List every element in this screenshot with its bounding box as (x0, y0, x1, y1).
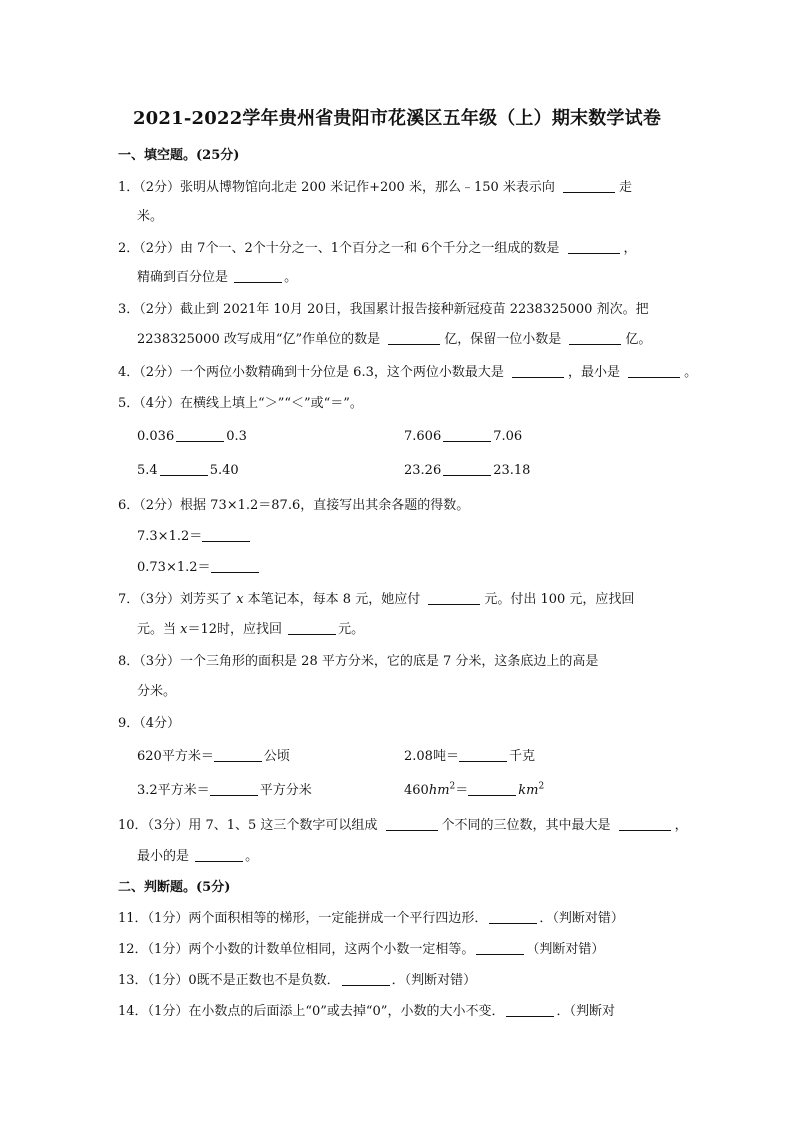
question-6: 6．（2分）根据 73×1.2＝87.6，直接写出其余各题的得数。 (118, 498, 470, 513)
question-8: 8．（3分）一个三角形的面积是 28 平方分米，它的底是 7 分米，这条底边上的高是 (118, 654, 599, 669)
answer-blank[interactable] (214, 749, 262, 762)
q5-row1-right: 7.606 7.06 (404, 429, 523, 444)
answer-blank[interactable] (628, 365, 680, 378)
question-3: 3．（2分）截止到 2021年 10月 20日，我国累计报告接种新冠疫苗 2238325000 剂次。把 (118, 302, 649, 317)
answer-blank[interactable] (468, 783, 516, 796)
answer-blank[interactable] (210, 783, 258, 796)
question-1: 1．（2分）张明从博物馆向北走 200 米记作+200 米，那么﹣150 米表示向 走 (118, 180, 633, 195)
question-13: 13．（1分）0既不是正数也不是负数． ．（判断对错） (118, 973, 477, 988)
answer-blank[interactable] (563, 180, 615, 193)
question-7-cont: 元。当 x＝12时，应找回 元。 (137, 622, 365, 637)
question-9: 9．（4分） (118, 716, 181, 731)
q5-row2-right: 23.26 23.18 (404, 463, 531, 478)
answer-blank[interactable] (288, 622, 336, 635)
section-fill-in: 一、填空题。(25分) (118, 148, 240, 163)
answer-blank[interactable] (195, 849, 243, 862)
answer-blank[interactable] (176, 429, 224, 442)
answer-blank[interactable] (619, 818, 671, 831)
question-2: 2．（2分）由 7个一、2个十分之一、1个百分之一和 6个千分之一组成的数是 ， (118, 241, 637, 256)
answer-blank[interactable] (386, 818, 438, 831)
answer-blank[interactable] (211, 560, 259, 573)
answer-blank[interactable] (342, 973, 390, 986)
answer-blank[interactable] (388, 332, 440, 345)
q5-row1-left: 0.036 0.3 (137, 429, 247, 444)
question-10-cont: 最小的是 。 (137, 849, 259, 864)
answer-blank[interactable] (443, 429, 491, 442)
question-5: 5．（4分）在横线上填上“＞”“＜”或“＝”。 (118, 396, 363, 411)
answer-blank[interactable] (459, 749, 507, 762)
question-3-cont: 2238325000 改写成用“亿”作单位的数是 亿，保留一位小数是 亿。 (137, 332, 652, 347)
question-10: 10．（3分）用 7、1、5 这三个数字可以组成 个不同的三位数，其中最大是 ， (118, 818, 688, 833)
question-12: 12．（1分）两个小数的计数单位相同，这两个小数一定相等。 （判断对错） (118, 942, 605, 957)
question-14: 14．（1分）在小数点的后面添上“0”或去掉“0”，小数的大小不变． ．（判断对 (118, 1004, 615, 1019)
q9-row2-right: $460hm^2= km^2$ (404, 781, 545, 798)
answer-blank[interactable] (476, 942, 524, 955)
q6-item1: 7.3×1.2＝ (137, 529, 252, 545)
q9-row1-right: 2.08吨＝ 千克 (404, 749, 535, 764)
question-4: 4．（2分）一个两位小数精确到十分位是 6.3，这个两位小数最大是 ，最小是 。 (118, 365, 698, 380)
question-1-cont: 米。 (137, 209, 164, 224)
q9-row1-left: 620平方米＝ 公顷 (137, 749, 290, 764)
question-7: 7．（3分）刘芳买了 x 本笔记本，每本 8 元，她应付 元。付出 100 元，应找回 (118, 592, 635, 607)
q5-row2-left: 5.4 5.40 (137, 463, 239, 478)
answer-blank[interactable] (428, 592, 480, 605)
question-11: 11．（1分）两个面积相等的梯形，一定能拼成一个平行四边形． ．（判断对错） (118, 911, 624, 926)
question-8-cont: 分米。 (137, 684, 177, 699)
q6-item2: 0.73×1.2＝ (137, 560, 261, 576)
answer-blank[interactable] (506, 1004, 554, 1017)
answer-blank[interactable] (489, 911, 537, 924)
answer-blank[interactable] (569, 332, 621, 345)
answer-blank[interactable] (512, 365, 564, 378)
answer-blank[interactable] (568, 241, 620, 254)
q9-row2-left: 3.2平方米＝ 平方分米 (137, 783, 312, 798)
answer-blank[interactable] (160, 463, 208, 476)
page-title: 2021-2022学年贵州省贵阳市花溪区五年级（上）期末数学试卷 (132, 108, 662, 129)
section-true-false: 二、判断题。(5分) (118, 880, 231, 895)
answer-blank[interactable] (443, 463, 491, 476)
answer-blank[interactable] (234, 270, 282, 283)
question-2-cont: 精确到百分位是 。 (137, 270, 298, 285)
answer-blank[interactable] (202, 529, 250, 542)
